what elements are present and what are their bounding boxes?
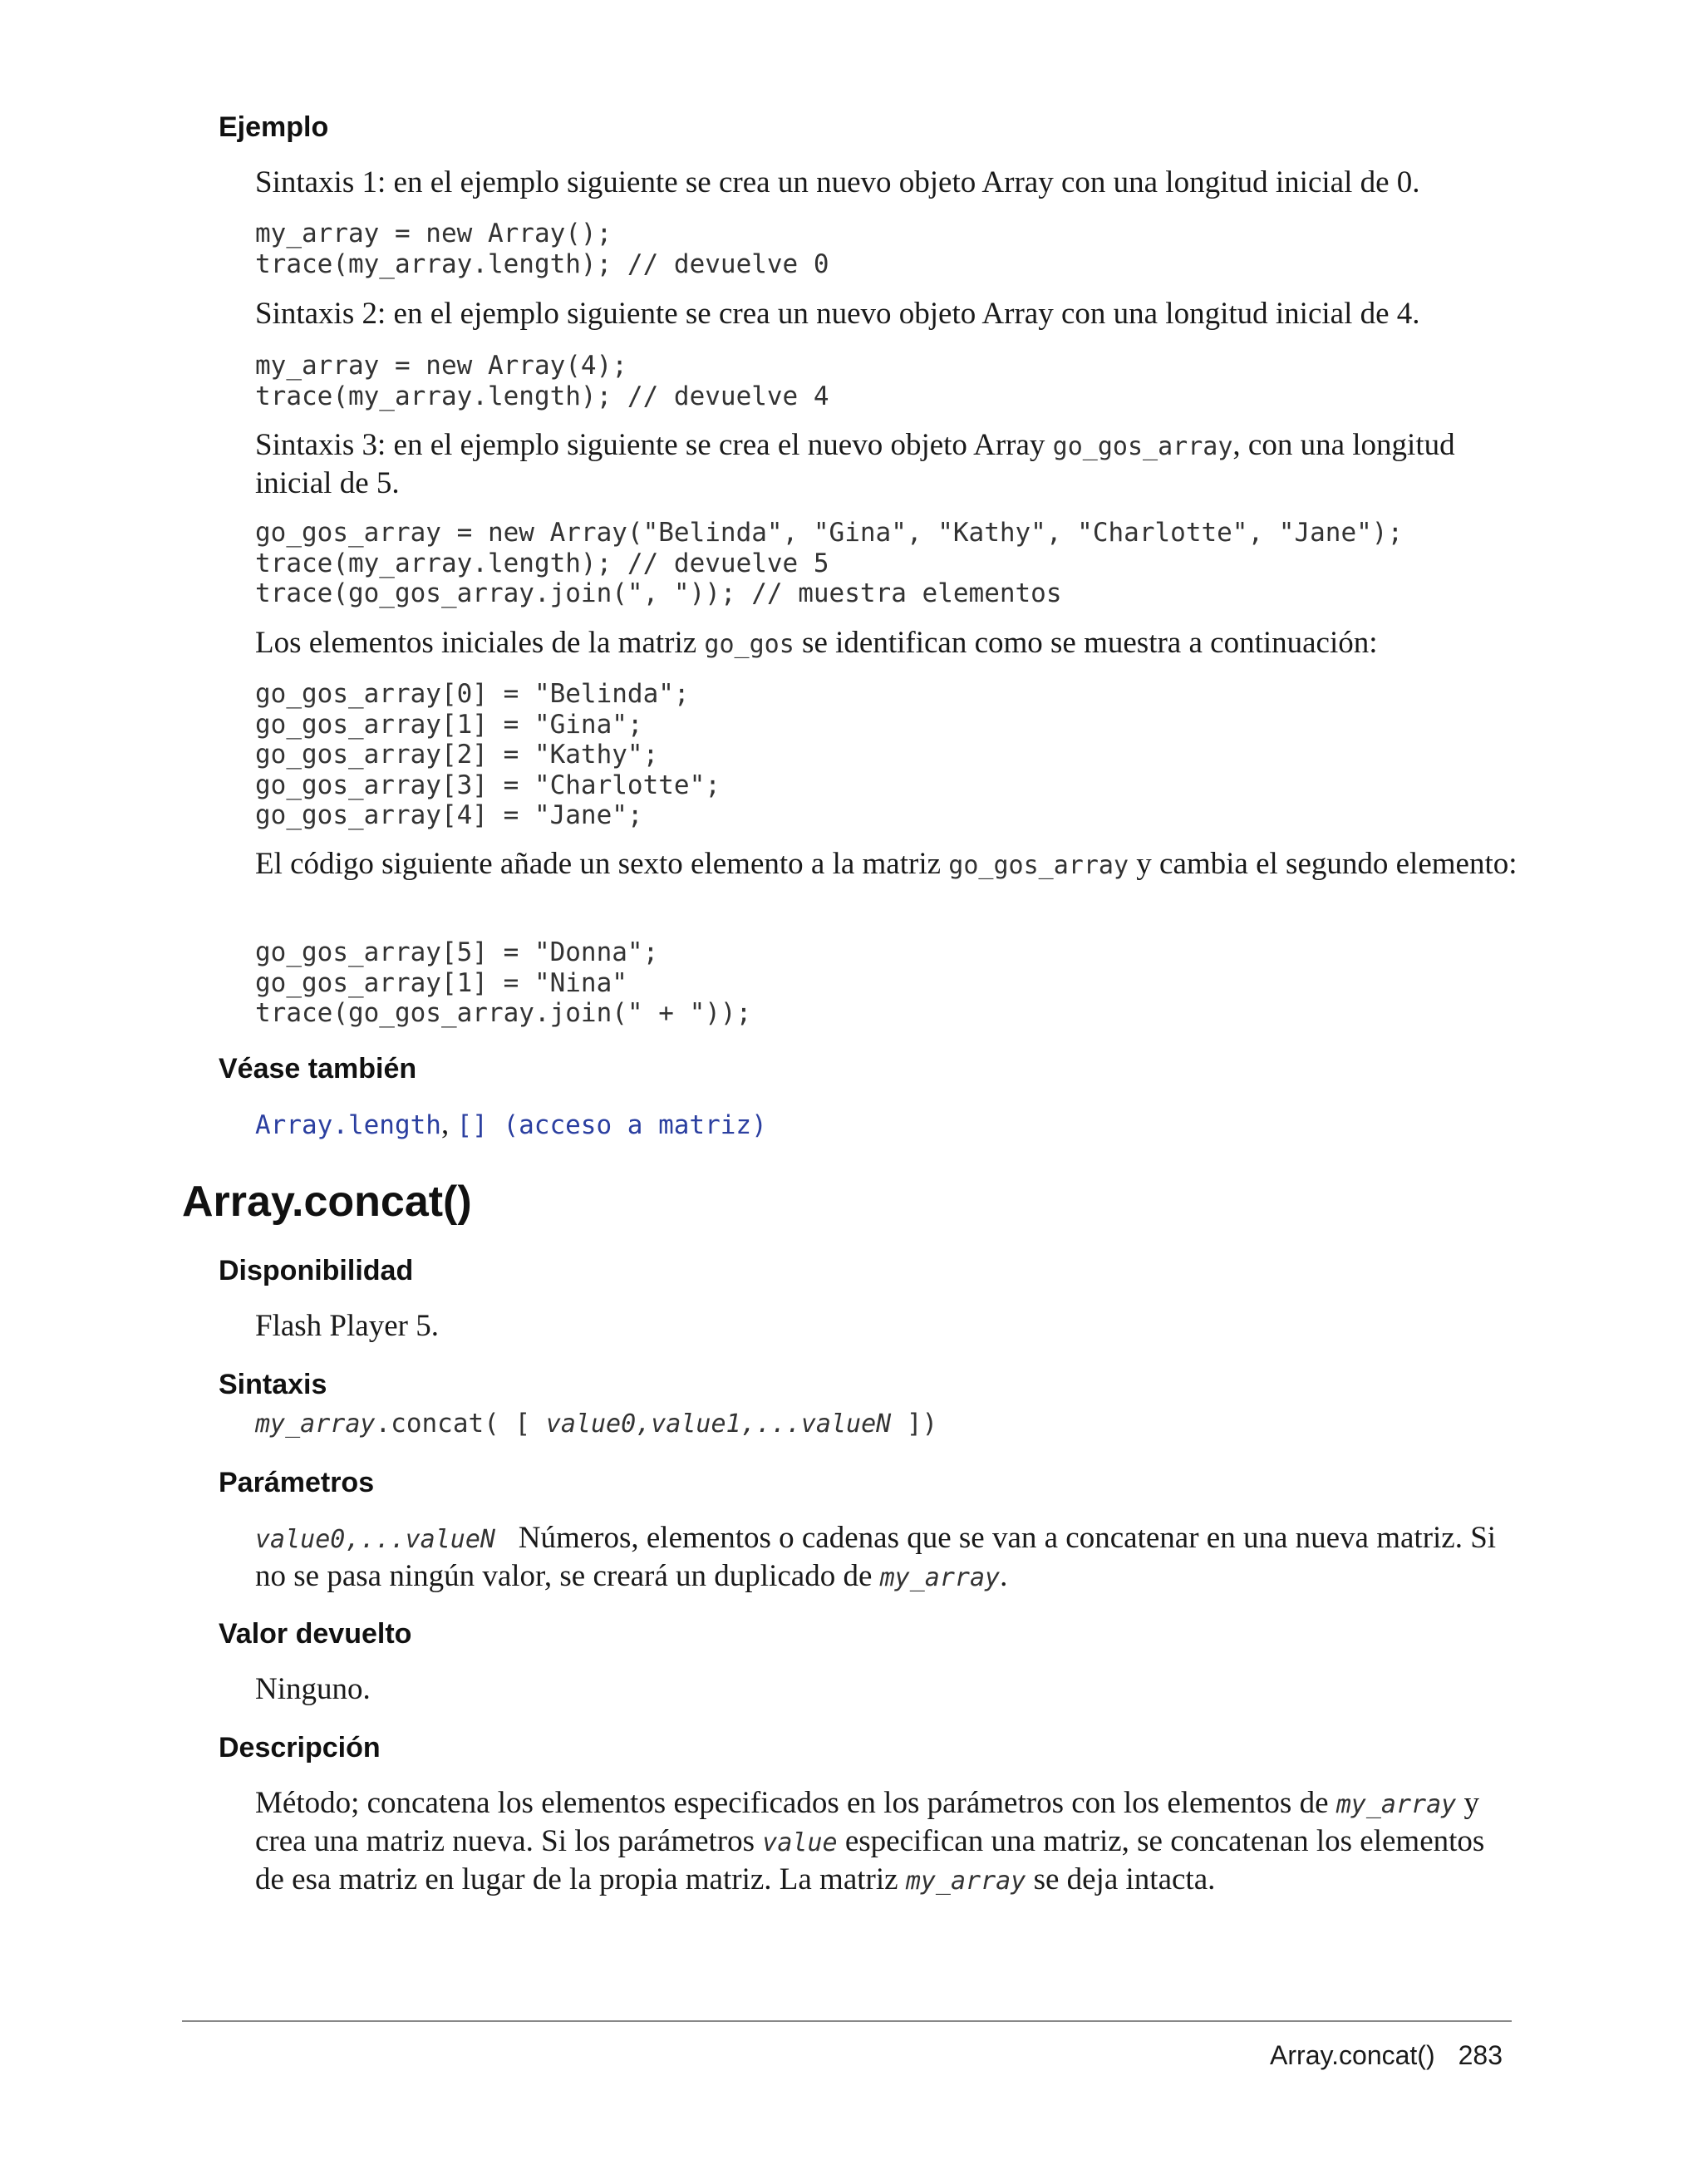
- param-name: value0,...valueN: [255, 1525, 495, 1554]
- paragraph-sexto-elemento: [255, 846, 1518, 884]
- link-array-length[interactable]: Array.length: [255, 1110, 441, 1140]
- page-footer: [1270, 2040, 1503, 2071]
- paragraph-sintaxis-1-text: Sintaxis 1: en el ejemplo siguiente se crea un nuevo objeto Array con una longitud inicial de 0.: [255, 165, 1420, 199]
- code-block-2: my_array = new Array(4); trace(my_array.length); // devuelve 4: [255, 351, 829, 411]
- syntax-method: .concat( [: [375, 1409, 546, 1439]
- paragraph-elementos-text-b: se identifican como se muestra a continuación:: [794, 626, 1378, 660]
- see-also-separator: ,: [440, 1107, 457, 1141]
- paragraph-sintaxis-2-text: Sintaxis 2: en el ejemplo siguiente se crea un nuevo objeto Array con una longitud inicial de 4.: [255, 297, 1420, 331]
- page-number: 283: [1458, 2040, 1503, 2070]
- heading-ejemplo: Ejemplo: [219, 111, 329, 143]
- heading-vease-tambien: Véase también: [219, 1053, 417, 1085]
- heading-disponibilidad: Disponibilidad: [219, 1255, 414, 1286]
- desc-object-1: my_array: [1336, 1790, 1457, 1819]
- heading-sintaxis: Sintaxis: [219, 1369, 327, 1400]
- code-block-4: go_gos_array[0] = "Belinda"; go_gos_array[1] = "Gina"; go_gos_array[2] = "Kathy"; go_gos_array[3] = "Charlotte"; go_gos_array[4] = "Jane";: [255, 679, 721, 830]
- desc-text-c: especifican una matriz, se concatenan los elementos de esa matriz en lugar de la propia matriz. La matriz: [255, 1824, 1485, 1896]
- syntax-object: my_array: [255, 1409, 376, 1439]
- section-title-array-concat: Array.concat(): [182, 1178, 472, 1226]
- code-block-3: go_gos_array = new Array("Belinda", "Gina", "Kathy", "Charlotte", "Jane"); trace(my_array.length); // devuelve 5 trace(go_gos_array.join(", ")); // muestra elementos: [255, 518, 1404, 608]
- inline-code-go-gos-array: go_gos_array: [1052, 432, 1233, 461]
- desc-object-2: my_array: [905, 1867, 1026, 1896]
- paragraph-parametros: [255, 1520, 1518, 1596]
- paragraph-sintaxis-3: [255, 427, 1518, 502]
- syntax-args: value0,value1,...valueN: [545, 1409, 892, 1439]
- param-desc-a: Números, elementos o cadenas que se van a concatenar en una nueva matriz. Si no se pasa ningún valor, se creará un duplicado de: [255, 1521, 1504, 1593]
- paragraph-sintaxis-3-text-a: Sintaxis 3: en el ejemplo siguiente se crea el nuevo objeto Array: [255, 428, 1053, 462]
- paragraph-sintaxis-3-text-b: , con una longitud inicial de 5.: [255, 428, 1455, 500]
- paragraph-valor-devuelto: Ninguno.: [255, 1672, 371, 1706]
- footer-divider: [182, 2020, 1512, 2022]
- heading-parametros: Parámetros: [219, 1467, 375, 1498]
- paragraph-elementos-iniciales: [255, 625, 1518, 663]
- syntax-end: ]): [891, 1409, 938, 1439]
- paragraph-sexto-text-b: y cambia el segundo elemento:: [1129, 847, 1518, 881]
- inline-code-go-gos: go_gos: [704, 630, 794, 659]
- paragraph-sintaxis-2: [255, 296, 1518, 332]
- heading-valor-devuelto: Valor devuelto: [219, 1618, 412, 1650]
- desc-text-a: Método; concatena los elementos especificados en los parámetros con los elementos de: [255, 1786, 1336, 1820]
- desc-text-d: se deja intacta.: [1026, 1862, 1216, 1896]
- param-desc-b: .: [1000, 1559, 1008, 1593]
- desc-text-b: y crea una matriz nueva. Si los parámetros: [255, 1786, 1479, 1858]
- footer-label: Array.concat(): [1270, 2040, 1435, 2070]
- paragraph-disponibilidad: Flash Player 5.: [255, 1309, 439, 1343]
- inline-code-go-gos-array-2: go_gos_array: [948, 851, 1129, 880]
- heading-descripcion: Descripción: [219, 1732, 381, 1763]
- param-object: my_array: [879, 1563, 1001, 1592]
- code-block-1: my_array = new Array(); trace(my_array.length); // devuelve 0: [255, 219, 829, 279]
- paragraph-sintaxis-1: [255, 165, 1518, 201]
- paragraph-descripcion: [255, 1785, 1518, 1900]
- see-also-links: [255, 1106, 1518, 1144]
- code-block-5: go_gos_array[5] = "Donna"; go_gos_array[1] = "Nina" trace(go_gos_array.join(" + "));: [255, 937, 752, 1028]
- desc-value: value: [762, 1828, 838, 1857]
- paragraph-sexto-text-a: El código siguiente añade un sexto elemento a la matriz: [255, 847, 949, 881]
- paragraph-elementos-text-a: Los elementos iniciales de la matriz: [255, 626, 705, 660]
- syntax-line: [255, 1409, 937, 1440]
- link-acceso-matriz[interactable]: [] (acceso a matriz): [456, 1110, 767, 1140]
